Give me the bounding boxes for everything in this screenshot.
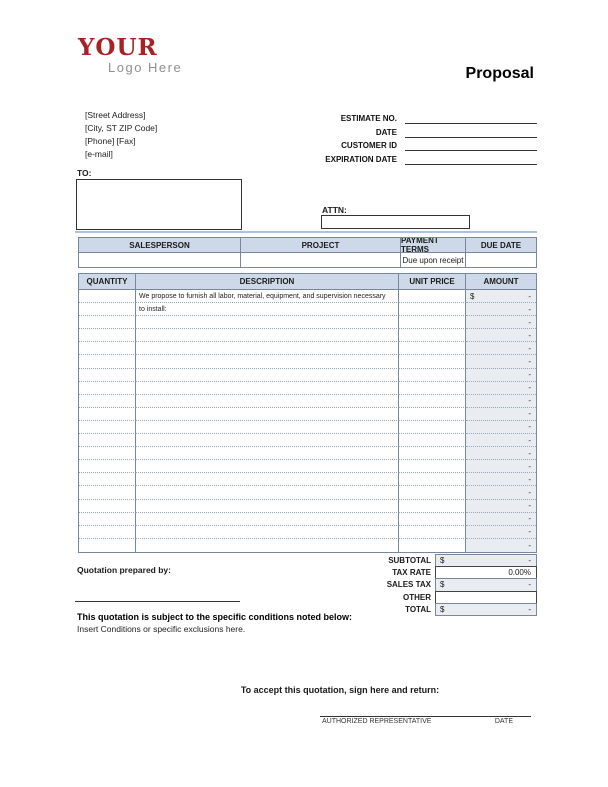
table-row — [79, 460, 536, 473]
page-title: Proposal — [465, 65, 534, 82]
to-label: TO: — [77, 168, 92, 178]
item-quantity-cell — [79, 369, 136, 382]
total-value-box — [435, 603, 537, 616]
company-address-line-3: [e-mail] — [85, 148, 113, 159]
item-amount-cell — [466, 539, 536, 552]
item-description-cell — [136, 513, 399, 526]
item-unit-price-cell — [399, 355, 466, 368]
item-unit-price-cell — [399, 539, 466, 552]
item-description-cell — [136, 473, 399, 486]
item-unit-price-cell — [399, 290, 466, 303]
item-amount-cell — [466, 290, 536, 303]
estimate-field-label: DATE — [375, 127, 397, 137]
item-unit-price-cell — [399, 408, 466, 421]
item-description-cell — [136, 434, 399, 447]
item-unit-price-cell — [399, 421, 466, 434]
item-amount-value: - — [528, 330, 531, 340]
item-unit-price-cell — [399, 395, 466, 408]
item-amount-value: - — [528, 435, 531, 445]
acceptance-signature-labels — [320, 717, 531, 725]
item-quantity-cell — [79, 486, 136, 499]
item-amount-value: - — [528, 343, 531, 353]
sales-data-cell: Due upon receipt — [401, 253, 466, 267]
item-amount-value: - — [528, 370, 531, 380]
total-value: - — [528, 604, 531, 614]
item-description-cell — [136, 342, 399, 355]
item-amount-cell — [466, 355, 536, 368]
item-description-cell — [136, 486, 399, 499]
total-value: 0.00% — [508, 568, 531, 578]
item-quantity-cell — [79, 473, 136, 486]
item-amount-value: - — [528, 422, 531, 432]
item-amount-cell — [466, 342, 536, 355]
table-row — [79, 290, 536, 303]
acceptance-instruction: To accept this quotation, sign here and return: — [240, 685, 440, 695]
acceptance-signature-line[interactable] — [320, 700, 531, 717]
item-amount-value: - — [528, 291, 531, 301]
table-row — [79, 513, 536, 526]
item-amount-cell — [466, 316, 536, 329]
item-amount-value: - — [528, 487, 531, 497]
item-amount-value: - — [528, 317, 531, 327]
item-quantity-cell — [79, 303, 136, 316]
item-amount-cell — [466, 303, 536, 316]
item-unit-price-cell — [399, 342, 466, 355]
item-quantity-cell — [79, 395, 136, 408]
item-description-cell — [136, 500, 399, 513]
item-quantity-cell — [79, 526, 136, 539]
attn-label: ATTN: — [322, 205, 347, 215]
item-description-cell — [136, 395, 399, 408]
item-description-cell — [136, 421, 399, 434]
item-amount-value: - — [528, 383, 531, 393]
sales-header-cell: DUE DATE — [480, 240, 522, 250]
item-amount-value: - — [528, 527, 531, 537]
sales-data-cell — [79, 253, 241, 267]
item-description-cell — [136, 369, 399, 382]
item-amount-cell — [466, 408, 536, 421]
item-quantity-cell — [79, 342, 136, 355]
company-address-line-1: [City, ST ZIP Code] — [85, 122, 158, 133]
item-amount-value: - — [528, 357, 531, 367]
item-description-cell — [136, 526, 399, 539]
table-row — [79, 316, 536, 329]
item-description-cell — [136, 316, 399, 329]
item-amount-value: - — [528, 474, 531, 484]
item-quantity-cell — [79, 500, 136, 513]
estimate-field-row-3 — [300, 151, 537, 164]
item-description-cell — [136, 382, 399, 395]
currency-symbol: $ — [440, 580, 445, 590]
prepared-by-signature-line[interactable] — [75, 588, 240, 602]
total-label: OTHER — [403, 592, 431, 602]
item-amount-cell — [466, 329, 536, 342]
table-row — [79, 486, 536, 499]
table-row — [79, 355, 536, 368]
table-row — [79, 329, 536, 342]
item-unit-price-cell — [399, 460, 466, 473]
item-quantity-cell — [79, 447, 136, 460]
total-value: - — [528, 556, 531, 566]
estimate-field-row-1 — [300, 124, 537, 137]
item-quantity-cell — [79, 460, 136, 473]
item-amount-cell — [466, 473, 536, 486]
estimate-field-label: EXPIRATION DATE — [325, 154, 397, 164]
currency-symbol: $ — [470, 291, 475, 301]
item-amount-value: - — [528, 448, 531, 458]
item-unit-price-cell — [399, 303, 466, 316]
item-unit-price-cell — [399, 382, 466, 395]
item-unit-price-cell — [399, 447, 466, 460]
item-unit-price-cell — [399, 329, 466, 342]
line-items-header-row — [79, 274, 536, 290]
item-amount-cell — [466, 486, 536, 499]
item-amount-cell — [466, 526, 536, 539]
item-amount-value: - — [528, 461, 531, 471]
divider-rule — [75, 231, 537, 233]
item-unit-price-cell — [399, 526, 466, 539]
sales-data-cell — [466, 253, 536, 267]
table-row — [79, 539, 536, 552]
item-unit-price-cell — [399, 486, 466, 499]
items-header-cell: AMOUNT — [483, 277, 519, 286]
currency-symbol: $ — [440, 604, 445, 614]
item-unit-price-cell — [399, 513, 466, 526]
item-description-cell — [136, 447, 399, 460]
item-quantity-cell — [79, 316, 136, 329]
item-amount-cell — [466, 513, 536, 526]
item-quantity-cell — [79, 382, 136, 395]
table-row — [79, 473, 536, 486]
item-amount-cell — [466, 460, 536, 473]
to-address-field[interactable] — [76, 179, 242, 230]
sales-info-header-row — [79, 238, 536, 253]
table-row — [79, 526, 536, 539]
total-value: - — [528, 580, 531, 590]
item-amount-cell — [466, 369, 536, 382]
signature-date-label: DATE — [494, 718, 513, 725]
estimate-field-label: ESTIMATE NO. — [340, 114, 397, 124]
item-unit-price-cell — [399, 369, 466, 382]
sales-info-table — [78, 237, 537, 268]
table-row — [79, 408, 536, 421]
estimate-field-row-2 — [300, 138, 537, 151]
estimate-field-input-line[interactable] — [405, 126, 537, 138]
authorized-representative-label: AUTHORIZED REPRESENTATIVE — [322, 718, 432, 725]
table-row — [79, 382, 536, 395]
item-quantity-cell — [79, 290, 136, 303]
item-quantity-cell — [79, 539, 136, 552]
table-row — [79, 395, 536, 408]
sales-header-cell: SALESPERSON — [79, 238, 241, 252]
item-amount-value: - — [528, 514, 531, 524]
item-unit-price-cell — [399, 434, 466, 447]
item-amount-value: - — [528, 396, 531, 406]
company-address-line-0: [Street Address] — [85, 110, 146, 120]
total-label: SALES TAX — [386, 580, 431, 590]
item-description-cell: to install: — [136, 303, 399, 316]
item-amount-cell — [466, 395, 536, 408]
estimate-field-label: CUSTOMER ID — [341, 141, 397, 151]
item-amount-value: - — [528, 540, 531, 550]
sales-info-data-row — [79, 253, 536, 267]
estimate-field-input-line[interactable] — [405, 112, 537, 124]
estimate-field-input-line[interactable] — [405, 153, 537, 165]
item-amount-value: - — [528, 501, 531, 511]
table-row — [79, 342, 536, 355]
item-amount-cell — [466, 447, 536, 460]
total-label: TOTAL — [405, 604, 431, 614]
item-description-cell: We propose to furnish all labor, material, equipment, and supervision necessary — [136, 290, 399, 303]
sales-header-cell: PROJECT — [241, 238, 401, 252]
item-amount-value: - — [528, 409, 531, 419]
estimate-fields — [300, 111, 537, 165]
prepared-by-label: Quotation prepared by: — [77, 565, 171, 575]
item-quantity-cell — [79, 513, 136, 526]
attn-field[interactable] — [321, 215, 470, 229]
items-header-cell: UNIT PRICE — [399, 274, 466, 289]
table-row — [79, 369, 536, 382]
logo-text-primary: YOUR — [78, 34, 158, 61]
item-quantity-cell — [79, 329, 136, 342]
currency-symbol: $ — [440, 556, 445, 566]
totals-section — [78, 554, 537, 616]
item-unit-price-cell — [399, 500, 466, 513]
estimate-field-row-0 — [300, 111, 537, 124]
item-description-cell — [136, 355, 399, 368]
item-unit-price-cell — [399, 316, 466, 329]
conditions-heading: This quotation is subject to the specific conditions noted below: — [77, 612, 353, 622]
item-amount-cell — [466, 434, 536, 447]
sales-data-cell — [241, 253, 401, 267]
item-description-cell — [136, 539, 399, 552]
company-address-line-2: [Phone] [Fax] — [85, 135, 136, 146]
estimate-field-input-line[interactable] — [405, 139, 537, 151]
item-quantity-cell — [79, 434, 136, 447]
item-quantity-cell — [79, 421, 136, 434]
items-header-cell: QUANTITY — [79, 274, 136, 289]
item-description-cell — [136, 329, 399, 342]
item-amount-cell — [466, 421, 536, 434]
table-row — [79, 447, 536, 460]
item-amount-cell — [466, 382, 536, 395]
total-label: TAX RATE — [392, 568, 431, 578]
item-unit-price-cell — [399, 473, 466, 486]
logo-text-secondary: Logo Here — [108, 60, 183, 75]
items-header-cell: DESCRIPTION — [136, 274, 399, 289]
conditions-body: Insert Conditions or specific exclusions here. — [77, 624, 246, 634]
item-description-cell — [136, 460, 399, 473]
item-amount-value: - — [528, 304, 531, 314]
acceptance-signature-block — [320, 700, 531, 725]
table-row — [79, 500, 536, 513]
item-amount-cell — [466, 500, 536, 513]
table-row — [79, 434, 536, 447]
item-quantity-cell — [79, 408, 136, 421]
table-row — [79, 421, 536, 434]
total-label: SUBTOTAL — [388, 556, 431, 566]
line-items-body — [79, 290, 536, 552]
item-quantity-cell — [79, 355, 136, 368]
item-description-cell — [136, 408, 399, 421]
line-items-table — [78, 273, 537, 553]
company-address-block — [85, 109, 157, 161]
table-row — [79, 303, 536, 316]
sales-header-cell: PAYMENT TERMS — [401, 238, 466, 252]
